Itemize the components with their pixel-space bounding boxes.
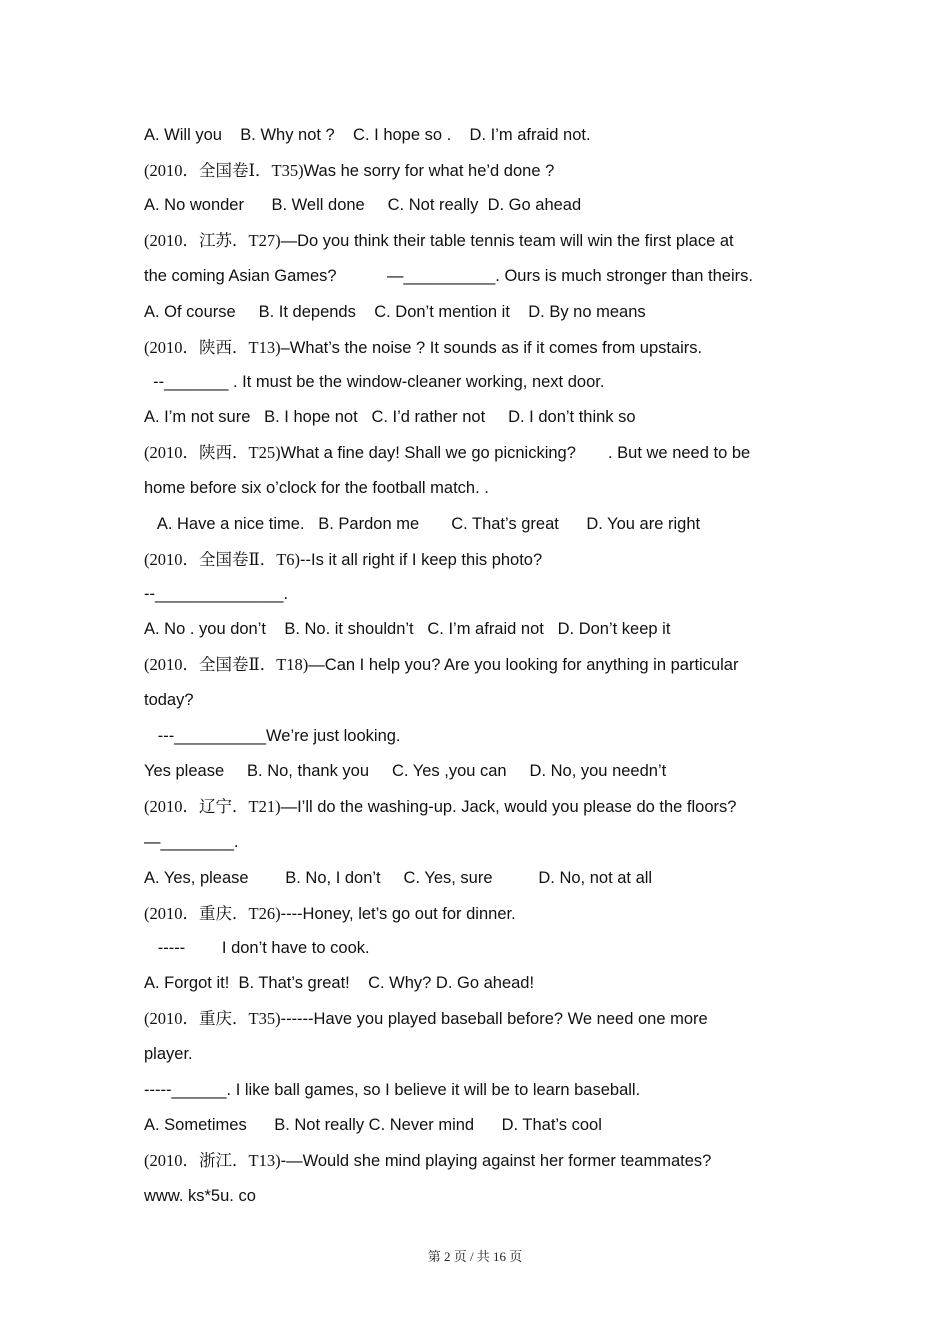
line-text: Yes please B. No, thank you C. Yes ,you can D. No, you needn’t: [144, 762, 667, 780]
text-line: [144, 824, 808, 861]
text-line: [144, 754, 808, 789]
text-line: [144, 1073, 808, 1108]
line-text: A. Of course B. It depends C. Don’t mention it D. By no means: [144, 303, 646, 321]
text-line: [144, 188, 808, 223]
line-text: ----Honey, let’s go out for dinner.: [280, 905, 516, 923]
question-line: [144, 1143, 808, 1178]
text-line: [144, 295, 808, 330]
question-source: (2010．辽宁．T21): [144, 797, 281, 816]
text-line: [144, 931, 808, 966]
question-line: [144, 330, 808, 365]
line-text: A. No wonder B. Well done C. Not really D. Go ahead: [144, 196, 582, 214]
question-source: (2010．重庆．T35): [144, 1009, 281, 1028]
line-text: A. Sometimes B. Not really C. Never mind D. That’s cool: [144, 1116, 602, 1134]
line-text: -----______. I like ball games, so I believe it will be to learn baseball.: [144, 1081, 641, 1099]
text-line: [144, 365, 808, 400]
question-line: [144, 647, 808, 682]
question-line: [144, 153, 808, 188]
line-text: home before six o’clock for the football match. .: [144, 479, 489, 497]
question-line: [144, 435, 808, 470]
text-line: [144, 577, 808, 612]
document-body: [144, 118, 808, 1215]
line-text: —Do you think their table tennis team will win the first place at: [280, 232, 734, 250]
line-text: the coming Asian Games? —__________. Ours is much stronger than theirs.: [144, 267, 753, 285]
question-source: (2010．重庆．T26): [144, 904, 281, 923]
text-line: [144, 507, 808, 542]
line-text: player.: [144, 1045, 193, 1063]
question-source: (2010．全国卷Ⅱ．T6): [144, 550, 301, 569]
line-text: --_______ . It must be the window-cleaner working, next door.: [144, 373, 605, 391]
line-text: ---__________We’re just looking.: [144, 727, 401, 745]
question-line: [144, 1001, 808, 1036]
question-line: [144, 789, 808, 824]
text-line: [144, 258, 808, 295]
line-text: Was he sorry for what he’d done ?: [303, 162, 555, 180]
line-text: –What’s the noise ? It sounds as if it comes from upstairs.: [280, 339, 703, 357]
line-text: www. ks*5u. co: [144, 1187, 256, 1205]
page-footer: 第 2 页 / 共 16 页: [427, 1249, 523, 1264]
text-line: [144, 966, 808, 1001]
text-line: [144, 118, 808, 153]
text-line: [144, 861, 808, 896]
text-line: [144, 682, 808, 719]
line-text: --Is it all right if I keep this photo?: [300, 551, 543, 569]
line-text: —I’ll do the washing-up. Jack, would you please do the floors?: [280, 798, 737, 816]
line-text: -—Would she mind playing against her former teammates?: [280, 1152, 712, 1170]
text-line: [144, 400, 808, 435]
question-line: [144, 223, 808, 258]
line-text: A. Will you B. Why not ? C. I hope so . D. I’m afraid not.: [144, 126, 591, 144]
line-text: A. Yes, please B. No, I don’t C. Yes, sure D. No, not at all: [144, 869, 653, 887]
question-source: (2010．全国卷Ⅱ．T18): [144, 655, 309, 674]
text-line: [144, 1036, 808, 1073]
line-text: A. Forgot it! B. That’s great! C. Why? D. Go ahead!: [144, 974, 535, 992]
line-text: today?: [144, 691, 194, 709]
line-text: A. No . you don’t B. No. it shouldn’t C. I’m afraid not D. Don’t keep it: [144, 620, 671, 638]
text-line: [144, 1178, 808, 1215]
line-text: --______________.: [144, 585, 289, 603]
line-text: ----- I don’t have to cook.: [144, 939, 370, 957]
question-source: (2010．陕西．T25): [144, 443, 281, 462]
text-line: [144, 470, 808, 507]
text-line: [144, 719, 808, 754]
question-source: (2010．陕西．T13): [144, 338, 281, 357]
question-line: [144, 542, 808, 577]
line-text: A. I’m not sure B. I hope not C. I’d rather not D. I don’t think so: [144, 408, 636, 426]
question-source: (2010．江苏．T27): [144, 231, 281, 250]
question-line: [144, 896, 808, 931]
question-source: (2010．全国卷Ⅰ．T35): [144, 161, 304, 180]
line-text: —________.: [144, 833, 239, 851]
question-source: (2010．浙江．T13): [144, 1151, 281, 1170]
line-text: —Can I help you? Are you looking for anything in particular: [308, 656, 739, 674]
line-text: ------Have you played baseball before? We need one more: [280, 1010, 708, 1028]
text-line: [144, 1108, 808, 1143]
text-line: [144, 612, 808, 647]
line-text: What a fine day! Shall we go picnicking? . But we need to be: [280, 444, 751, 462]
line-text: A. Have a nice time. B. Pardon me C. That’s great D. You are right: [144, 515, 701, 533]
